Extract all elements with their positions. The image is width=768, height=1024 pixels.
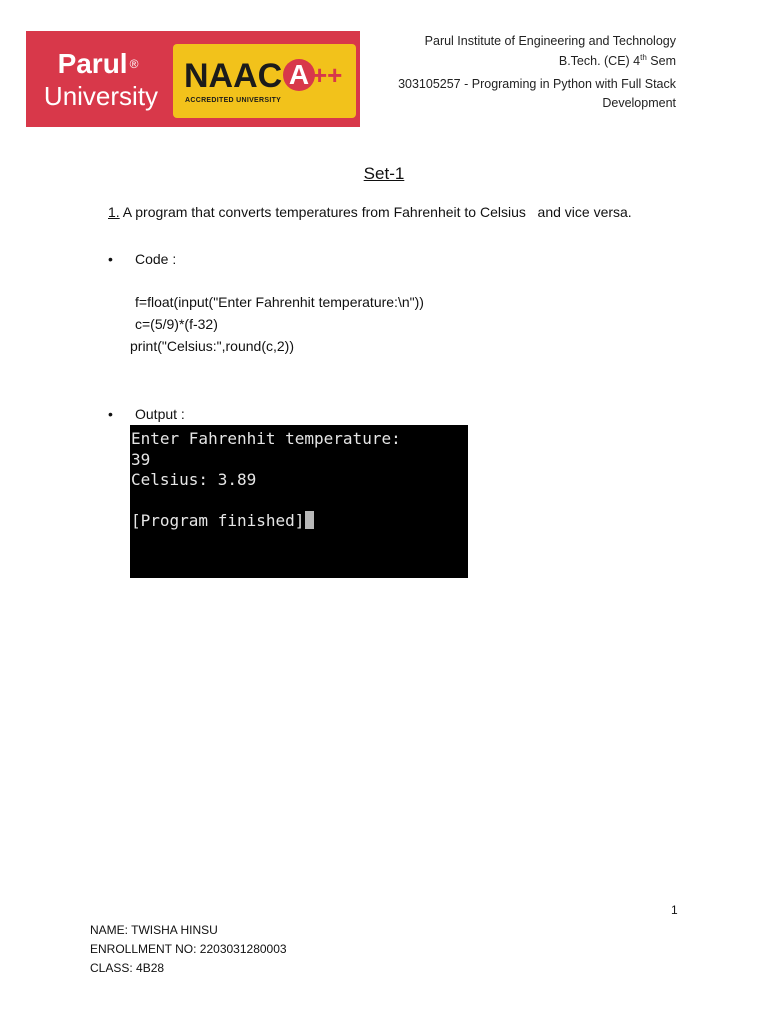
- university-logo-text: University: [43, 81, 159, 111]
- footer-name: NAME: TWISHA HINSU: [90, 923, 218, 937]
- terminal-line-finished: [Program finished]: [131, 511, 314, 531]
- code-bullet: •: [108, 251, 113, 267]
- terminal-line: Celsius: 3.89: [131, 470, 257, 489]
- output-label: Output :: [135, 406, 185, 422]
- question-text: A program that converts temperatures from Fahrenheit to Celsius and vice versa.: [119, 204, 632, 220]
- terminal-cursor: [305, 511, 314, 529]
- naac-text: NAAC: [184, 57, 283, 95]
- terminal-output-screenshot: [130, 425, 468, 578]
- code-label: Code :: [135, 251, 177, 267]
- output-bullet: •: [108, 406, 113, 422]
- terminal-line: 39: [131, 450, 151, 469]
- footer-class: CLASS: 4B28: [90, 961, 165, 975]
- code-line: print("Celsius:",round(c,2)): [130, 338, 294, 354]
- terminal-line: Enter Fahrenhit temperature:: [131, 429, 401, 448]
- header-course-line1: 303105257 - Programing in Python with Full Stack: [398, 77, 676, 91]
- code-line: c=(5/9)*(f-32): [135, 316, 218, 332]
- page-number: 1: [671, 903, 678, 917]
- naac-accredited-text: ACCREDITED UNIVERSITY: [185, 97, 282, 104]
- page-title: Set-1: [363, 164, 405, 183]
- question-line: [108, 203, 632, 221]
- header-institute: Parul Institute of Engineering and Technology: [424, 34, 676, 48]
- naac-grade-circle: A: [283, 59, 315, 91]
- question-number: 1.: [108, 204, 120, 220]
- header-course-line2: Development: [602, 96, 676, 110]
- footer-enrollment: ENROLLMENT NO: 2203031280003: [90, 942, 287, 956]
- code-line: f=float(input("Enter Fahrenhit temperature:\n")): [135, 294, 424, 310]
- parul-logo-text: Parul ®: [57, 48, 139, 79]
- header-program: B.Tech. (CE) 4th Sem: [558, 52, 676, 68]
- naac-grade-plus: ++: [312, 60, 343, 90]
